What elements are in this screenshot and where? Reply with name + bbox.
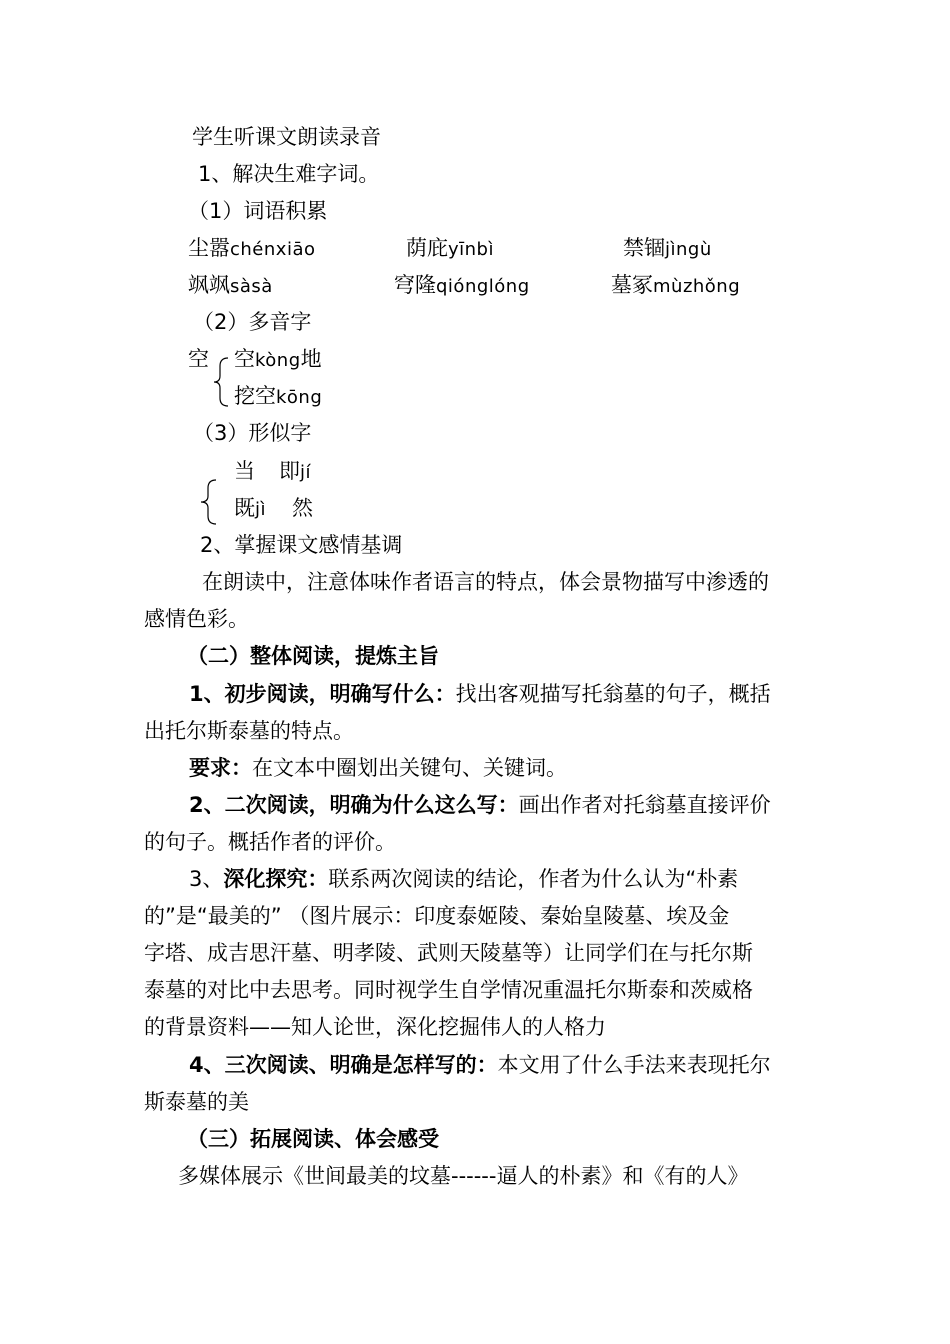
polyphone-heading: （2）多音字	[193, 310, 312, 334]
vocab-pinyin: jìngù	[665, 239, 712, 260]
item-3-number: 3、	[189, 867, 224, 891]
polyphone-item	[234, 381, 322, 413]
requirement-label: 要求：	[189, 756, 252, 780]
item-3-line-2: 的”是“最美的” （图片展示：印度泰姬陵、秦始皇陵墓、埃及金	[144, 904, 730, 928]
vocab-word: 荫庇	[406, 236, 448, 260]
step-2-heading: 2、掌握课文感情基调	[200, 533, 403, 557]
item-2-text: 画出作者对托翁墓直接评价	[518, 793, 771, 817]
item-4-text: 本文用了什么手法来表现托尔	[497, 1053, 771, 1077]
vocab-word: 墓冢	[611, 273, 653, 297]
vocab-item	[188, 233, 315, 265]
similar-brace	[198, 478, 220, 526]
vocab-item	[394, 270, 530, 302]
reading-paragraph-line: 感情色彩。	[144, 607, 249, 631]
item-3-line-3: 字塔、成吉思汗墓、明孝陵、武则天陵墓等）让同学们在与托尔斯	[144, 941, 753, 965]
item-4-line	[189, 1050, 771, 1080]
item-3-line-5: 的背景资料——知人论世，深化挖掘伟人的人格力	[144, 1015, 606, 1039]
item-3-text: 联系两次阅读的结论，作者为什么认为“朴素	[328, 867, 739, 891]
item-4-label: 4、三次阅读、明确是怎样写的：	[189, 1053, 498, 1077]
similar-char-b: 然	[292, 496, 314, 520]
vocab-heading: （1）词语积累	[188, 199, 328, 223]
similar-heading: （3）形似字	[193, 421, 312, 445]
vocab-item	[611, 270, 740, 302]
polyphone-pinyin: kōng	[276, 387, 323, 408]
similar-char-a: 当	[234, 459, 255, 483]
reading-paragraph-line: 在朗读中，注意体味作者语言的特点，体会景物描写中渗透的	[202, 570, 769, 594]
item-3-line	[189, 864, 738, 894]
polyphone-pre: 空	[234, 347, 255, 371]
item-1-text: 找出客观描写托翁墓的句子，概括	[455, 682, 771, 706]
vocab-item	[623, 233, 712, 265]
polyphone-char: 空	[188, 347, 209, 371]
requirement-line	[189, 753, 567, 783]
item-1-line-2: 出托尔斯泰墓的特点。	[144, 719, 354, 743]
item-2-label: 2、二次阅读，明确为什么这么写：	[189, 793, 519, 817]
similar-item	[234, 493, 313, 525]
vocab-word: 飒飒	[188, 273, 230, 297]
section-2-title: （二）整体阅读，提炼主旨	[187, 644, 439, 668]
item-1-label: 1、初步阅读，明确写什么：	[189, 682, 456, 706]
polyphone-post: 地	[300, 347, 322, 371]
polyphone-item	[234, 344, 322, 376]
polyphone-pre: 挖空	[234, 384, 276, 408]
vocab-word: 禁锢	[623, 236, 665, 260]
vocab-pinyin: sàsà	[230, 276, 273, 297]
similar-item	[234, 456, 311, 488]
similar-pinyin: jí	[300, 462, 312, 483]
item-3-label: 深化探究：	[223, 867, 329, 891]
item-2-line-2: 的句子。概括作者的评价。	[144, 830, 396, 854]
similar-pinyin: jì	[255, 499, 267, 520]
item-2-line	[189, 790, 771, 820]
vocab-pinyin: mùzhǒng	[653, 276, 741, 297]
section-3-title: （三）拓展阅读、体会感受	[187, 1127, 439, 1151]
polyphone-brace	[212, 356, 232, 408]
final-line: 多媒体展示《世间最美的坟墓------逼人的朴素》和《有的人》	[178, 1164, 749, 1188]
listen-line: 学生听课文朗读录音	[192, 125, 381, 149]
item-3-line-4: 泰墓的对比中去思考。同时视学生自学情况重温托尔斯泰和茨威格	[144, 978, 753, 1002]
requirement-text: 在文本中圈划出关键句、关键词。	[252, 756, 567, 780]
vocab-word: 尘嚣	[188, 236, 230, 260]
item-4-line-2: 斯泰墓的美	[144, 1090, 249, 1114]
vocab-item	[188, 270, 273, 302]
vocab-item	[406, 233, 494, 265]
vocab-pinyin: yīnbì	[448, 239, 494, 260]
vocab-word: 穹隆	[394, 273, 436, 297]
similar-char-b: 即	[279, 459, 300, 483]
vocab-pinyin: chénxiāo	[230, 239, 316, 260]
item-1-line	[189, 679, 771, 709]
step-1-heading: 1、解决生难字词。	[198, 162, 380, 186]
vocab-pinyin: qiónglóng	[436, 276, 530, 297]
polyphone-pinyin: kòng	[255, 350, 301, 371]
similar-char-a: 既	[234, 496, 255, 520]
